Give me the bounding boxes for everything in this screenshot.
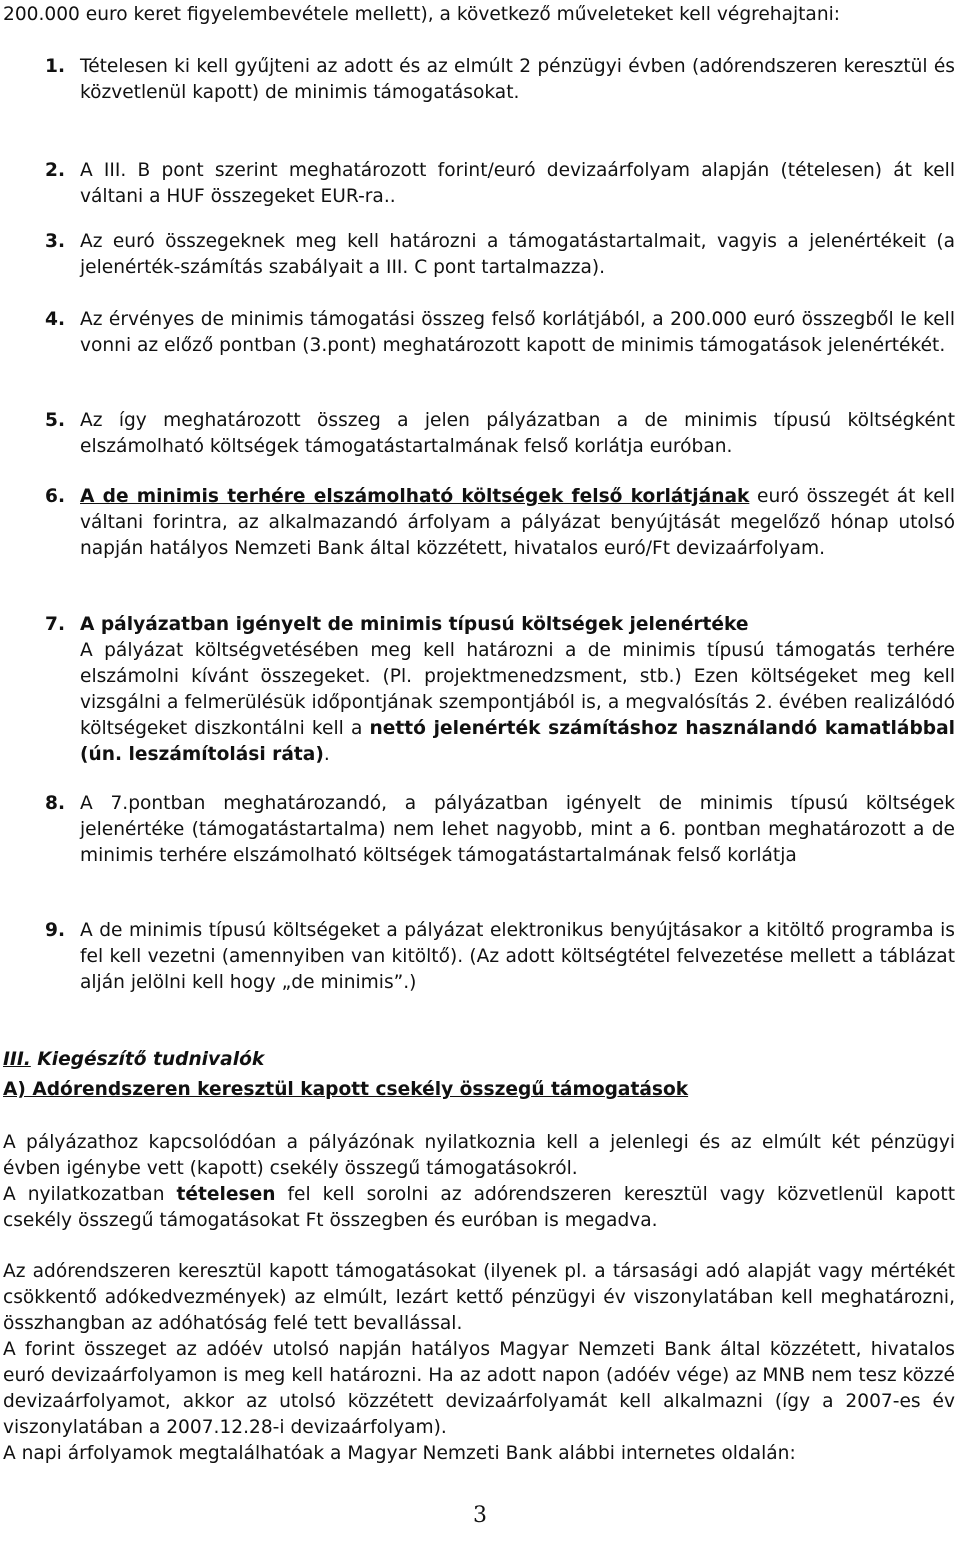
item-emphasis: nettó jelenérték számításhoz használandó kamatlábbal (ún. leszámítolási ráta) — [80, 718, 955, 765]
section-roman: III. — [3, 1049, 31, 1070]
item-text: A 7.pontban meghatározandó, a pályázatban igényelt de minimis típusú költségek jelenértéke (támogatástartalma) nem lehet nagyobb, mint a 6. pontban meghatározott a de minimis terhére elszámolható költségek támogatástartalmának felső korlátja — [80, 793, 955, 866]
item-heading: A pályázatban igényelt de minimis típusú költségek jelenértéke — [80, 614, 749, 635]
item-emphasis: A de minimis terhére elszámolható költségek felső korlátjának — [80, 486, 750, 507]
page-number: 3 — [473, 1503, 487, 1528]
list-item-2 — [45, 158, 955, 210]
item-number: 2. — [45, 160, 66, 181]
paragraph-group-1 — [3, 1130, 955, 1234]
section-subheading — [3, 1077, 955, 1103]
item-text: Tételesen ki kell gyűjteni az adott és az elmúlt 2 pénzügyi évben (adórendszeren keresztül és közvetlenül kapott) de minimis támogatásokat. — [80, 56, 955, 103]
paragraph-text: fel kell sorolni az adórendszeren keresztül vagy közvetlenül kapott csekély összegű támogatásokat Ft összegben és euróban is megadva. — [3, 1184, 955, 1231]
list-item-7 — [45, 612, 955, 768]
item-text — [80, 484, 955, 562]
subheading-text: A) Adórendszeren keresztül kapott csekély összegű támogatások — [3, 1079, 689, 1100]
item-text: Az érvényes de minimis támogatási összeg felső korlátjából, a 200.000 euró összegből le kell vonni az előző pontban (3.pont) meghatározott kapott de minimis támogatások jelenértékét. — [80, 309, 955, 356]
list-item-4 — [45, 307, 955, 359]
item-number: 5. — [45, 410, 66, 431]
item-text — [80, 612, 955, 768]
item-number: 3. — [45, 231, 66, 252]
item-number: 6. — [45, 486, 66, 507]
item-text-end: . — [323, 744, 330, 765]
item-number: 9. — [45, 920, 66, 941]
paragraph: A forint összeget az adóév utolsó napján hatályos Magyar Nemzeti Bank által közzétett, hivatalos euró devizaárfolyamon is meg kell határozni. Ha az adott napon (adóév vége) az MNB nem tesz közzé devizaárfolyamot, akkor az utolsó közzétett devizaárfolyamát kell alkalmazni (így a 2007-es év viszonylatában a 2007.12.28-i devizaárfolyam). — [3, 1339, 955, 1438]
item-text: A III. B pont szerint meghatározott forint/euró devizaárfolyam alapján (tételesen) át kell váltani a HUF összegeket EUR-ra.. — [80, 160, 955, 207]
paragraph — [3, 1182, 955, 1234]
paragraph-group-2 — [3, 1259, 955, 1467]
item-text: A de minimis típusú költségeket a pályázat elektronikus benyújtásakor a kitöltő programba is fel kell vezetni (amennyiben van kitöltő). (Az adott költségtétel felvezetése mellett a táblázat alján jelölni kell hogy „de minimis”.) — [80, 920, 955, 993]
item-text: Az euró összegeknek meg kell határozni a támogatástartalmait, vagyis a jelenértékeit (a jelenérték-számítás szabályait a III. C pont tartalmazza). — [80, 231, 955, 278]
intro-paragraph: 200.000 euro keret figyelembevétele mellett), a következő műveleteket kell végrehajtani: — [3, 4, 841, 25]
paragraph-text: A nyilatkozatban — [3, 1184, 177, 1205]
section-heading — [3, 1047, 955, 1073]
item-text: Az így meghatározott összeg a jelen pályázatban a de minimis típusú költségként elszámolható költségek támogatástartalmának felső korlátja euróban. — [80, 410, 955, 457]
paragraph-emphasis: tételesen — [176, 1184, 276, 1205]
item-number: 1. — [45, 56, 66, 77]
item-number: 8. — [45, 793, 66, 814]
list-item-3 — [45, 229, 955, 281]
item-number: 7. — [45, 614, 66, 635]
item-text-rest: euró összegét át kell váltani forintra, az alkalmazandó árfolyam a pályázat benyújtását megelőző hónap utolsó napján hatályos Nemzeti Bank által közzétett, hivatalos euró/Ft devizaárfolyam. — [80, 486, 955, 559]
section-title: Kiegészítő tudnivalók — [30, 1049, 265, 1070]
list-item-9 — [45, 918, 955, 996]
paragraph: A napi árfolyamok megtalálhatóak a Magyar Nemzeti Bank alábbi internetes oldalán: — [3, 1443, 796, 1464]
item-text-rest: A pályázat költségvetésében meg kell határozni a de minimis típusú támogatás terhére elszámolni kívánt összegeket. (Pl. projektmenedzsment, stb.) Ezen költségeket meg kell vizsgálni a felmerülésük időpontjának szempontjából is, a megvalósítás 2. évében realizálódó költségeket diszkontálni kell a — [80, 640, 955, 739]
list-item-5 — [45, 408, 955, 460]
list-item-6 — [45, 484, 955, 562]
paragraph: Az adórendszeren keresztül kapott támogatásokat (ilyenek pl. a társasági adó alapját vagy mértékét csökkentő adókedvezmények) az elmúlt, lezárt kettő pénzügyi év viszonylatában kell meghatározni, összhangban az adóhatóság felé tett bevallással. — [3, 1261, 955, 1334]
list-item-1 — [45, 54, 955, 106]
list-item-8 — [45, 791, 955, 869]
paragraph: A pályázathoz kapcsolódóan a pályázónak nyilatkoznia kell a jelenlegi és az elmúlt két pénzügyi évben igénybe vett (kapott) csekély összegű támogatásokról. — [3, 1132, 955, 1179]
item-number: 4. — [45, 309, 66, 330]
